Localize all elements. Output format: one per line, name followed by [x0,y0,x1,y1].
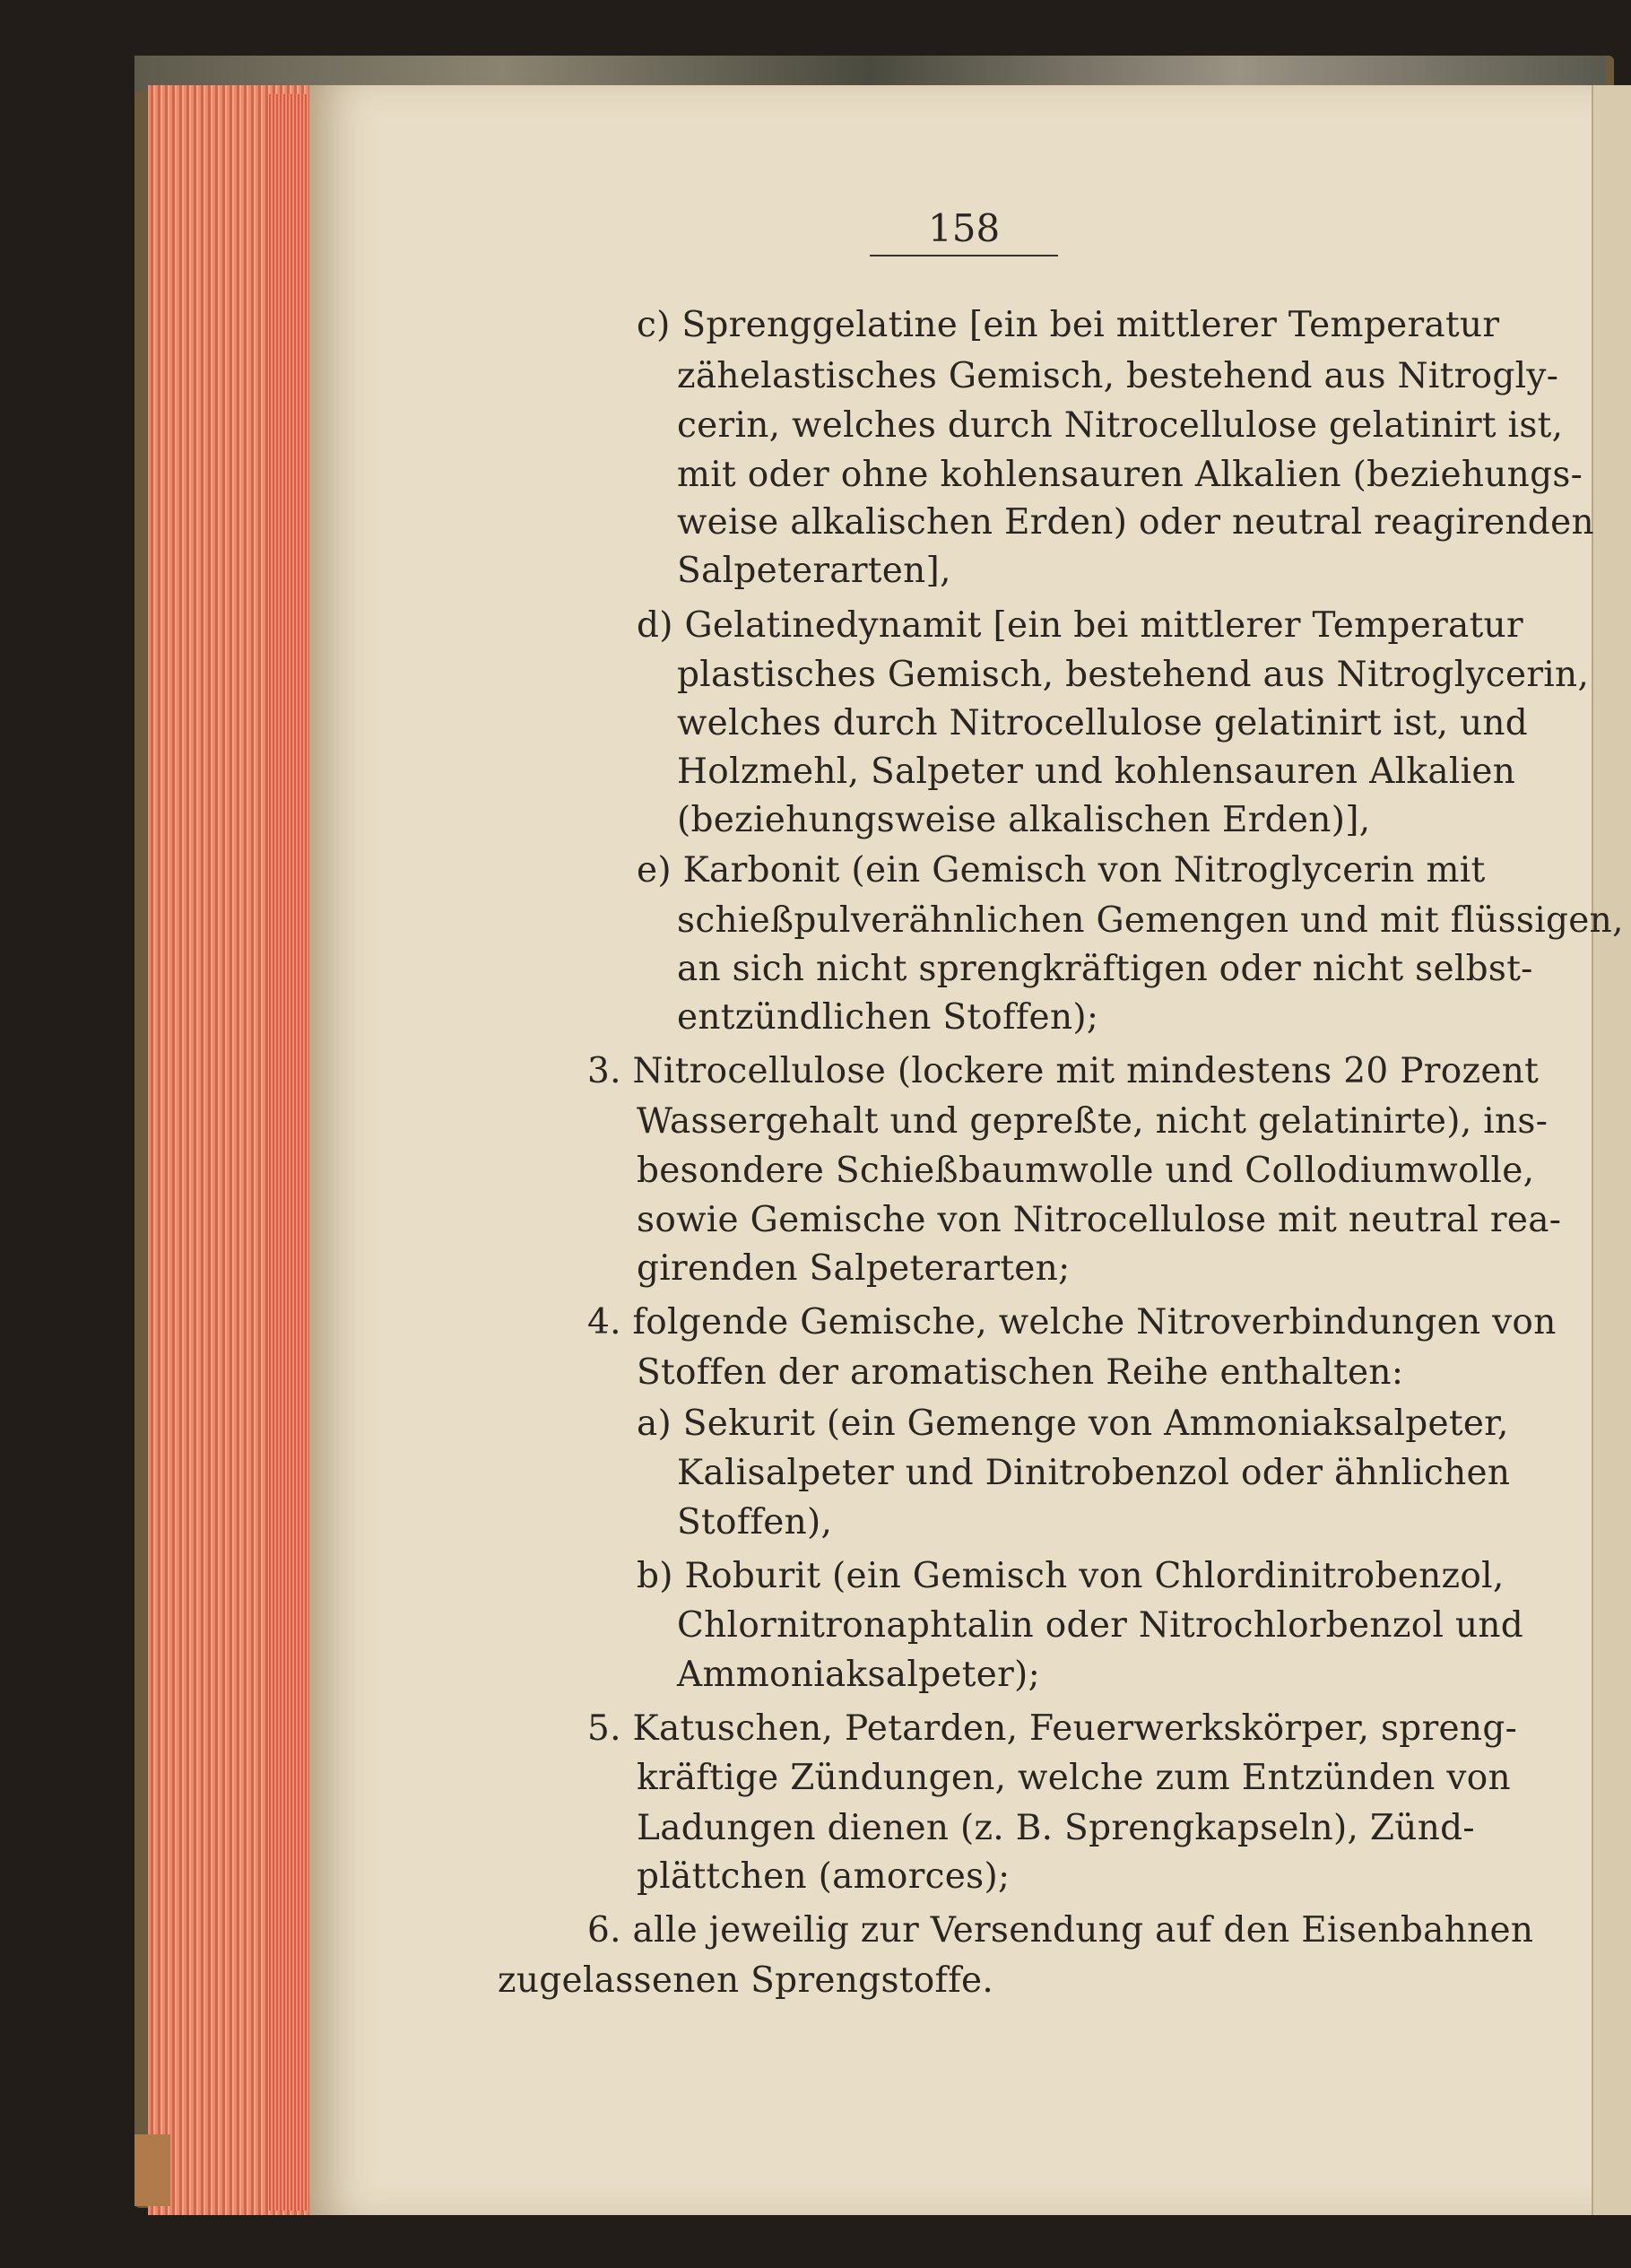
text-line: Chlornitronaphtalin oder Nitrochlorbenzol und [677,1605,1524,1646]
text-line: Kalisalpeter und Dinitrobenzol oder ähnlichen [677,1453,1511,1493]
text-line: 3. Nitrocellulose (lockere mit mindestens 20 Prozent [587,1051,1540,1091]
next-page-edge [1592,85,1631,2215]
text-line: Ladungen dienen (z. B. Sprengkapseln), Zünd- [637,1808,1475,1848]
text-line: zugelassenen Sprengstoffe. [498,1960,994,2001]
text-line: Ammoniaksalpeter); [677,1655,1041,1695]
text-line: cerin, welches durch Nitrocellulose gelatinirt ist, [677,405,1564,446]
text-line: an sich nicht sprengkräftigen oder nicht selbst- [677,949,1533,989]
text-line: besondere Schießbaumwolle und Collodiumwolle, [637,1151,1535,1191]
text-line: Wassergehalt und gepreßte, nicht gelatinirte), ins- [637,1101,1549,1142]
text-line: 4. folgende Gemische, welche Nitroverbindungen von [587,1302,1557,1343]
text-line: a) Sekurit (ein Gemenge von Ammoniaksalpeter, [637,1403,1509,1444]
text-line: weise alkalischen Erden) oder neutral reagirenden [677,502,1594,543]
text-line: c) Sprenggelatine [ein bei mittlerer Temperatur [637,305,1500,345]
text-line: schießpulverähnlichen Gemengen und mit flüssigen, [677,900,1624,941]
text-line: Holzmehl, Salpeter und kohlensauren Alkalien [677,752,1516,792]
text-line: d) Gelatinedynamit [ein bei mittlerer Temperatur [637,605,1523,646]
text-line: b) Roburit (ein Gemisch von Chlordinitrobenzol, [637,1556,1505,1596]
text-line: sowie Gemische von Nitrocellulose mit neutral rea- [637,1200,1562,1240]
page-edges-inner [269,94,314,2211]
text-line: zähelastisches Gemisch, bestehend aus Nitrogly- [677,356,1559,396]
text-line: Stoffen der aromatischen Reihe enthalten: [637,1352,1404,1393]
text-line: mit oder ohne kohlensauren Alkalien (beziehungs- [677,455,1583,495]
text-line: 6. alle jeweilig zur Versendung auf den Eisenbahnen [587,1910,1534,1951]
text-line: 5. Katuschen, Petarden, Feuerwerkskörper, spreng- [587,1708,1518,1749]
text-line: Salpeterarten], [677,551,951,591]
text-line: welches durch Nitrocellulose gelatinirt ist, und [677,703,1529,743]
header-rule [870,255,1058,256]
text-line: entzündlichen Stoffen); [677,997,1099,1038]
text-line: kräftige Zündungen, welche zum Entzünden von [637,1758,1511,1798]
text-line: Stoffen), [677,1502,833,1542]
text-line: plättchen (amorces); [637,1856,1011,1897]
text-line: (beziehungsweise alkalischen Erden)], [677,800,1371,840]
text-line: plastisches Gemisch, bestehend aus Nitroglycerin, [677,655,1590,695]
page-number: 158 [928,206,1001,250]
text-line: girenden Salpeterarten; [637,1248,1071,1289]
text-line: e) Karbonit (ein Gemisch von Nitroglycerin mit [637,850,1486,891]
cover-corner [134,2134,170,2206]
